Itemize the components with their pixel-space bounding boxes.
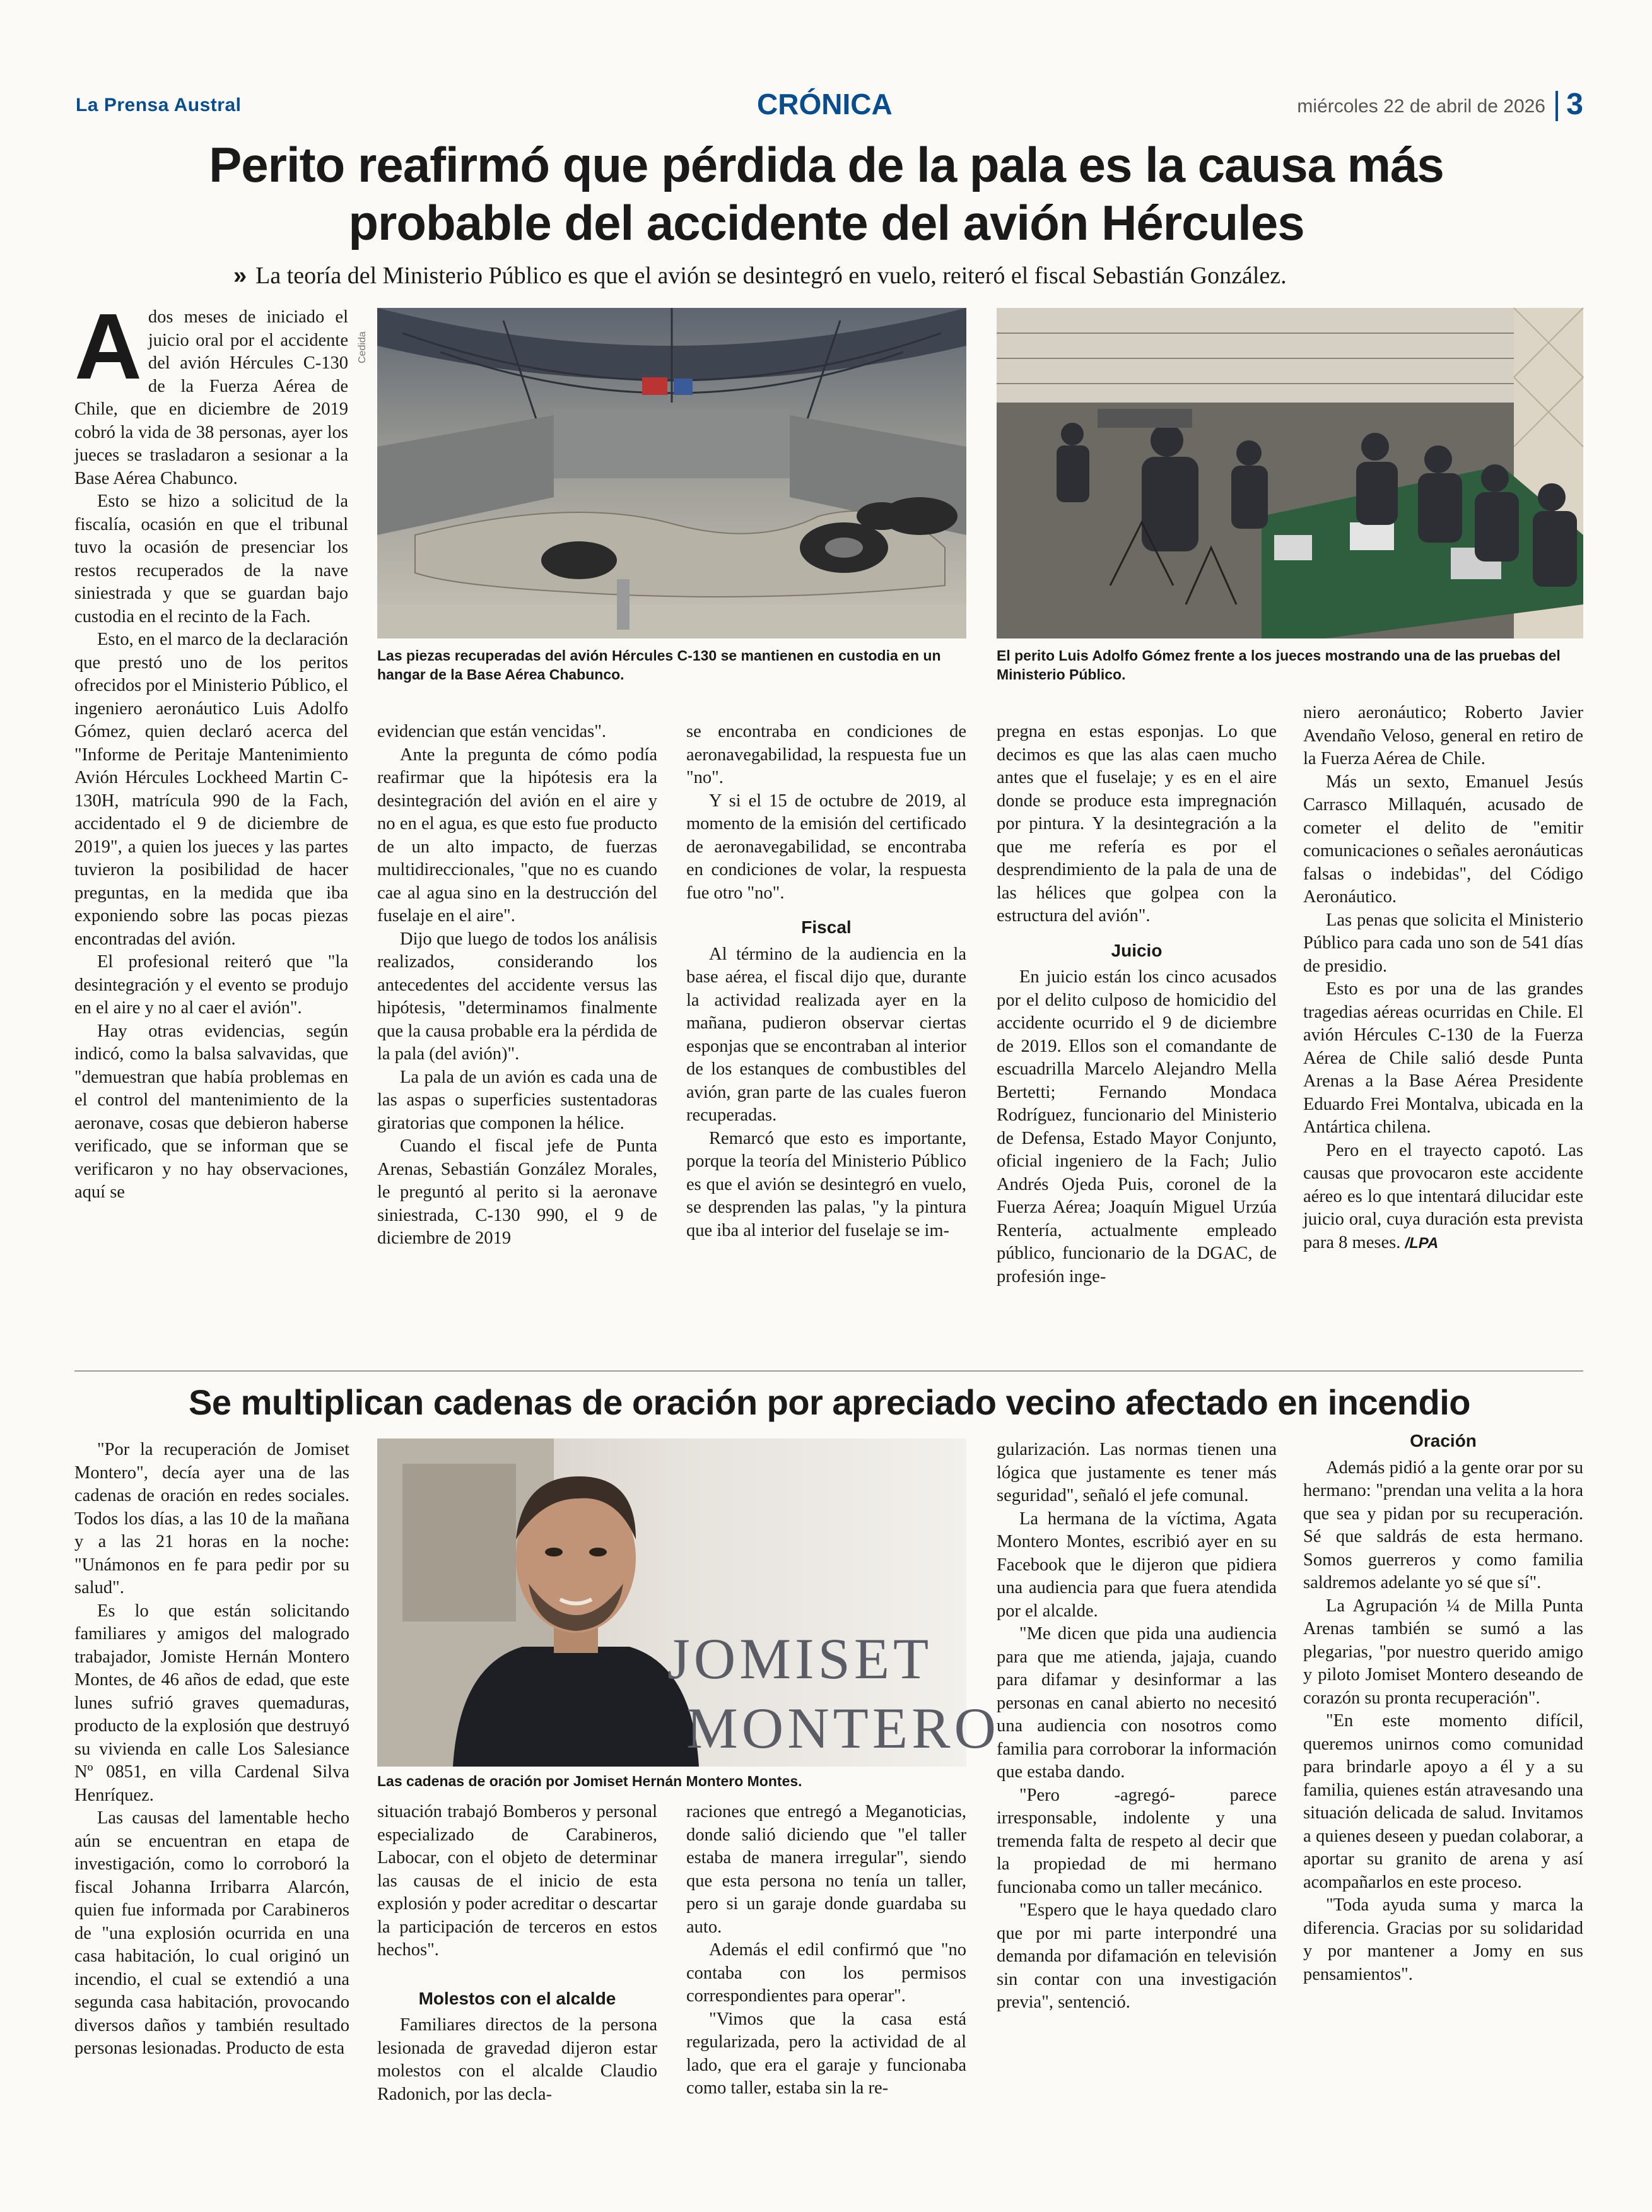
article2-column-5 — [1303, 1430, 1583, 1986]
article1-column-3 — [686, 721, 966, 1242]
article1-column-5 — [1303, 702, 1583, 1255]
article1-col2-p1: Ante la pregunta de cómo podía reafirmar que la hipótesis era la desintegración del avión en el aire y no en el agua, es que esto fue producto de un alto impacto, de fuerzas multidireccionales, "que no es cuando cae al agua sino en la destrucción del fuselaje en el aire". — [377, 744, 657, 926]
article1-col1-p1: Esto se hizo a solicitud de la fiscalía, ocasión en que el tribunal tuvo la ocasión de presenciar los restos recuperados de la nave siniestrada y que se guardan bajo custodia en el recinto de la Fach. — [74, 491, 348, 627]
page-number-divider — [1555, 91, 1558, 121]
article2-column-4 — [997, 1438, 1277, 2015]
court-session-photo-image — [997, 308, 1583, 638]
article1-headline: Perito reafirmó que pérdida de la pala es la causa más probable del accidente del avión Hércules — [209, 137, 1444, 250]
article2-col5-p0: Además pidió a la gente orar por su hermano: "prendan una velita a la hora que sea y pidan por su recuperación. Sé que saldrás de esta hermano. Somos guerreros y como familia saldremos adelante yo sé que sí". — [1303, 1457, 1583, 1592]
article2-col5-p1: La Agrupación ¼ de Milla Punta Arenas también se sumó a las plegarias, "por nuestro querido amigo y piloto Jomiset Montero deseando de corazón su pronta recuperación". — [1303, 1596, 1583, 1708]
article1-col2-p3: La pala de un avión es cada una de las aspas o superficies sustentadoras giratorias que componen la hélice. — [377, 1067, 657, 1133]
masthead — [76, 87, 1583, 125]
article1-col1-p0: dos meses de iniciado el juicio oral por el accidente del avión Hércules C-130 de la Fuerza Aérea de Chile, que en diciembre de 2019 cobró la vida de 38 personas, ayer los jueces se trasladaron a sesionar a la Base Aérea Chabunco. — [74, 307, 348, 488]
article1-column-1 — [74, 295, 349, 1204]
article1-col4-p0: pregna en estas esponjas. Lo que decimos es que las alas caen mucho antes que el fuselaje; y es en el aire donde se produce esta impregnación por pintura. Y la desintegración a la que me refería es por el desprendimiento de la pala de una de las hélices que golpea con la estructura del avión". — [997, 722, 1277, 926]
article2-col2-p0: situación trabajó Bomberos y personal especializado de Carabineros, Labocar, con el objeto de determinar las causas de el inicio de esta explosión y poder acreditar o descartar la participación de terceros en estos hechos". — [377, 1802, 657, 1960]
article1-col5-p2: Las penas que solicita el Ministerio Público para cada uno son de 541 días de presidio. — [1303, 910, 1583, 976]
article2-col4-p0: gularización. Las normas tienen una lógica que justamente es tener más seguridad", señaló el jefe comunal. — [997, 1440, 1277, 1505]
subhead-fiscal: Fiscal — [801, 917, 852, 937]
article2-col4-p3: "Pero -agregó- parece irresponsable, indolente y una tremenda falta de respeto al decir que la propiedad de mi hermano funcionaba como un taller mecánico. — [997, 1785, 1277, 1897]
article2-col5-p3: "Toda ayuda suma y marca la diferencia. Gracias por su solidaridad y por mantener a Jomy en sus pensamientos". — [1303, 1895, 1583, 1984]
chevron-right-icon: » — [233, 262, 247, 289]
newspaper-brand: La Prensa Austral — [76, 95, 242, 115]
subhead-molestos: Molestos con el alcalde — [418, 1988, 616, 2008]
article1-col5-p1: Más un sexto, Emanuel Jesús Carrasco Millaquén, acusado de cometer el delito de "emitir comunicaciones o señales aeronáuticas falsas o indebidas", del Código Aeronáutico. — [1303, 772, 1583, 907]
article2-column-2 — [377, 1801, 657, 2106]
court-session-photo-caption: El perito Luis Adolfo Gómez frente a los jueces mostrando una de las pruebas del Ministerio Público. — [997, 647, 1561, 683]
article1-col1-p3: El profesional reiteró que "la desintegración y el evento se produjo en el aire y no al caer el avión". — [74, 952, 348, 1018]
article1-col3-p0: se encontraba en condiciones de aeronavegabilidad, la respuesta fue un "no". — [686, 722, 966, 787]
article1-signature: /LPA — [1405, 1234, 1439, 1252]
article2-column-3 — [686, 1801, 966, 2100]
portrait-photo-caption: Las cadenas de oración por Jomiset Hernán Montero Montes. — [377, 1773, 802, 1789]
article1-col1-p4: Hay otras evidencias, según indicó, como la balsa salvavidas, que "demuestran que había problemas en el control del mantenimiento de la aeronave, cosas que debieron haberse verificado, que se informan que se verificaron y no hay observaciones, aquí se — [74, 1021, 348, 1202]
article2-col1-p1: Es lo que están solicitando familiares y amigos del malogrado trabajador, Jomiste Hernán Montero Montes, de 46 años de edad, que este lunes sufrió graves quemaduras, producto de la explosión que destruyó su vivienda en calle Los Salesiance Nº 0851, en villa Cardenal Silva Henríquez. — [74, 1601, 349, 1805]
article2-headline: Se multiplican cadenas de oración por apreciado vecino afectado en incendio — [189, 1382, 1470, 1422]
article1-col2-p0: evidencian que están vencidas". — [377, 722, 606, 741]
page-number: 3 — [1566, 88, 1583, 121]
article2-col4-p4: "Espero que le haya quedado claro que por mi parte interpondré una demanda por difamación en televisión sin contar con una investigación previa", sentenció. — [997, 1900, 1277, 2012]
hangar-photo-caption: Las piezas recuperadas del avión Hércules C-130 se mantienen en custodia en un hangar de la Base Aérea Chabunco. — [377, 647, 941, 683]
portrait-photo-image — [377, 1438, 1000, 1767]
subhead-juicio: Juicio — [1111, 940, 1163, 960]
article2-col2b-p0: Familiares directos de la persona lesionada de gravedad dijeron estar molestos con el alcalde Claudio Radonich, por las decla- — [377, 2015, 657, 2104]
article1-col5-p0: niero aeronáutico; Roberto Javier Avendaño Veloso, general en retiro de la Fuerza Aérea de Chile. — [1303, 703, 1583, 768]
article2-col3-p1: Además el edil confirmó que "no contaba con los permisos correspondientes para operar". — [686, 1940, 966, 2006]
article2-col1-p0: "Por la recuperación de Jomiset Montero", decía ayer una de las cadenas de oración en redes sociales. Todos los días, a las 10 de la mañana y a las 21 horas en la noche: "Unámonos en fe para pedir por su salud". — [74, 1440, 349, 1597]
article2-col3-p0: raciones que entregó a Meganoticias, donde salió diciendo que "el taller estaba de manera irregular", siendo que esta persona no tenía un taller, pero si un garaje donde guardaba su auto. — [686, 1802, 966, 1937]
issue-date: miércoles 22 de abril de 2026 — [1297, 96, 1545, 117]
hangar-photo-image — [377, 308, 966, 638]
article1-col3b-p0: Al término de la audiencia en la base aérea, el fiscal dijo que, durante la actividad realizada ayer en la mañana, pudieron observar ciertas esponjas que se encontraban al interior de los estanques de combustibles del avión, gran parte de las cuales fueron recuperadas. — [686, 944, 966, 1125]
subhead-oracion: Oración — [1410, 1431, 1477, 1450]
article1-deck — [233, 262, 1495, 290]
article1-col2-p2: Dijo que luego de todos los análisis realizados, considerando los antecedentes del accidente versus las hipótesis, "determinamos finalmente que la causa probable era la pérdida de la pala (del avión)". — [377, 929, 657, 1064]
photo-overlay-line1: JOMISET — [667, 1627, 933, 1691]
article2-col4-p1: La hermana de la víctima, Agata Montero Montes, escribió ayer en su Facebook que le dijeron que pidiera una audiencia para que fuera atendida por el alcalde. — [997, 1509, 1277, 1621]
article2-col3-p2: "Vimos que la casa está regularizada, pero la actividad de al lado, que era el garaje y funcionaba como taller, estaba sin la re- — [686, 2009, 966, 2098]
article1-lead-paragraph — [74, 295, 348, 490]
article1-col2-p4: Cuando el fiscal jefe de Punta Arenas, Sebastián González Morales, le preguntó al perito si la aeronave siniestrada, C-130 990, el 9 de diciembre de 2019 — [377, 1136, 657, 1248]
article1-column-2 — [377, 721, 657, 1250]
section-title: CRÓNICA — [757, 88, 893, 121]
photo-overlay-line2: MONTERO — [686, 1696, 1000, 1760]
court-session-photo — [997, 308, 1583, 638]
article2-column-1 — [74, 1438, 349, 2061]
article1-col1-p2: Esto, en el marco de la declaración que prestó uno de los peritos ofrecidos por el Ministerio Público, el ingeniero aeronáutico Luis Adolfo Gómez, quien declaró acerca del "Informe de Peritaje Mantenimiento Avión Hércules Lockheed Martin C-130H, matrícula 990 de la Fach, accidentado el 9 de diciembre de 2019", a quien los jueces y las partes tuvieron la posibilidad de hacer preguntas, en la medida que iba exponiendo sobre las pocas piezas encontradas del avión. — [74, 630, 349, 949]
article-separator — [74, 1370, 1583, 1372]
hangar-photo — [377, 308, 966, 638]
article1-col4b-p0: En juicio están los cinco acusados por el delito culposo de homicidio del accidente ocurrido el 9 de diciembre de 2019. Ellos son el comandante de escuadrilla Marcelo Alejandro Mella Bertetti; Fernando Mondaca Rodríguez, funcionario del Ministerio de Defensa, Estado Mayor Conjunto, oficial ingeniero de la Fach; Julio Andrés Ojeda Puis, coronel de la Fuerza Aérea; Joaquín Miguel Urzúa Rentería, actualmente empleado público, funcionario de la DGAC, de profesión inge- — [997, 967, 1277, 1286]
article1-col5-p3: Esto es por una de las grandes tragedias aéreas ocurridas en Chile. El avión Hércules C-130 de la Fuerza Aérea de Chile salió desde Punta Arenas a la Base Aérea Presidente Eduardo Frei Montalva, ubicada en la Antártica chilena. — [1303, 979, 1583, 1137]
article2-col1-p2: Las causas del lamentable hecho aún se encuentran en etapa de investigación, como lo corroboró la fiscal Johanna Irribarra Alarcón, quien fue informada por Carabineros de "una explosión ocurrida en una casa habitación, lo cual originó un incendio, el cual se extendió a una segunda casa habitación, provocando diversos daños y también resultado personas lesionadas. Producto de esta — [74, 1808, 349, 2058]
article1-col5-p4 — [1303, 1139, 1583, 1256]
photo-credit: Cedida — [357, 331, 368, 363]
article1-col3-p1: Y si el 15 de octubre de 2019, al momento de la emisión del certificado de aeronavegabilidad, se encontraba en condiciones de volar, la respuesta fue otro "no". — [686, 791, 966, 903]
portrait-photo — [377, 1438, 1000, 1767]
dropcap: A — [74, 295, 142, 399]
article1-column-4 — [997, 721, 1277, 1288]
article2-col5-p2: "En este momento difícil, queremos unirnos como comunidad para brindarle apoyo a él y a su familia, quienes están atravesando una situación delicada de salud. Invitamos a quienes deseen y puedan colaborar, a aportar su granito de arena y así acompañarlos en este proceso. — [1303, 1711, 1583, 1892]
article1-col3b-p1: Remarcó que esto es importante, porque la teoría del Ministerio Público es que el avión se desintegró en vuelo, se desprenden las palas, "y la pintura que iba al interior del fuselaje se im- — [686, 1128, 966, 1240]
article1-col5-p4-text: Pero en el trayecto capotó. Las causas que provocaron este accidente aéreo es lo que intentará dilucidar este juicio oral, cuya duración esta prevista para 8 meses. — [1303, 1140, 1583, 1252]
article2-col4-p2: "Me dicen que pida una audiencia para que me atienda, jajaja, cuando para difamar y desinformar a las personas en canal abierto no necesitó una audiencia con nosotros como familia para corroborar la información que estaba dando. — [997, 1624, 1277, 1782]
article1-deck-text: La teoría del Ministerio Público es que el avión se desintegró en vuelo, reiteró el fiscal Sebastián González. — [255, 262, 1287, 289]
